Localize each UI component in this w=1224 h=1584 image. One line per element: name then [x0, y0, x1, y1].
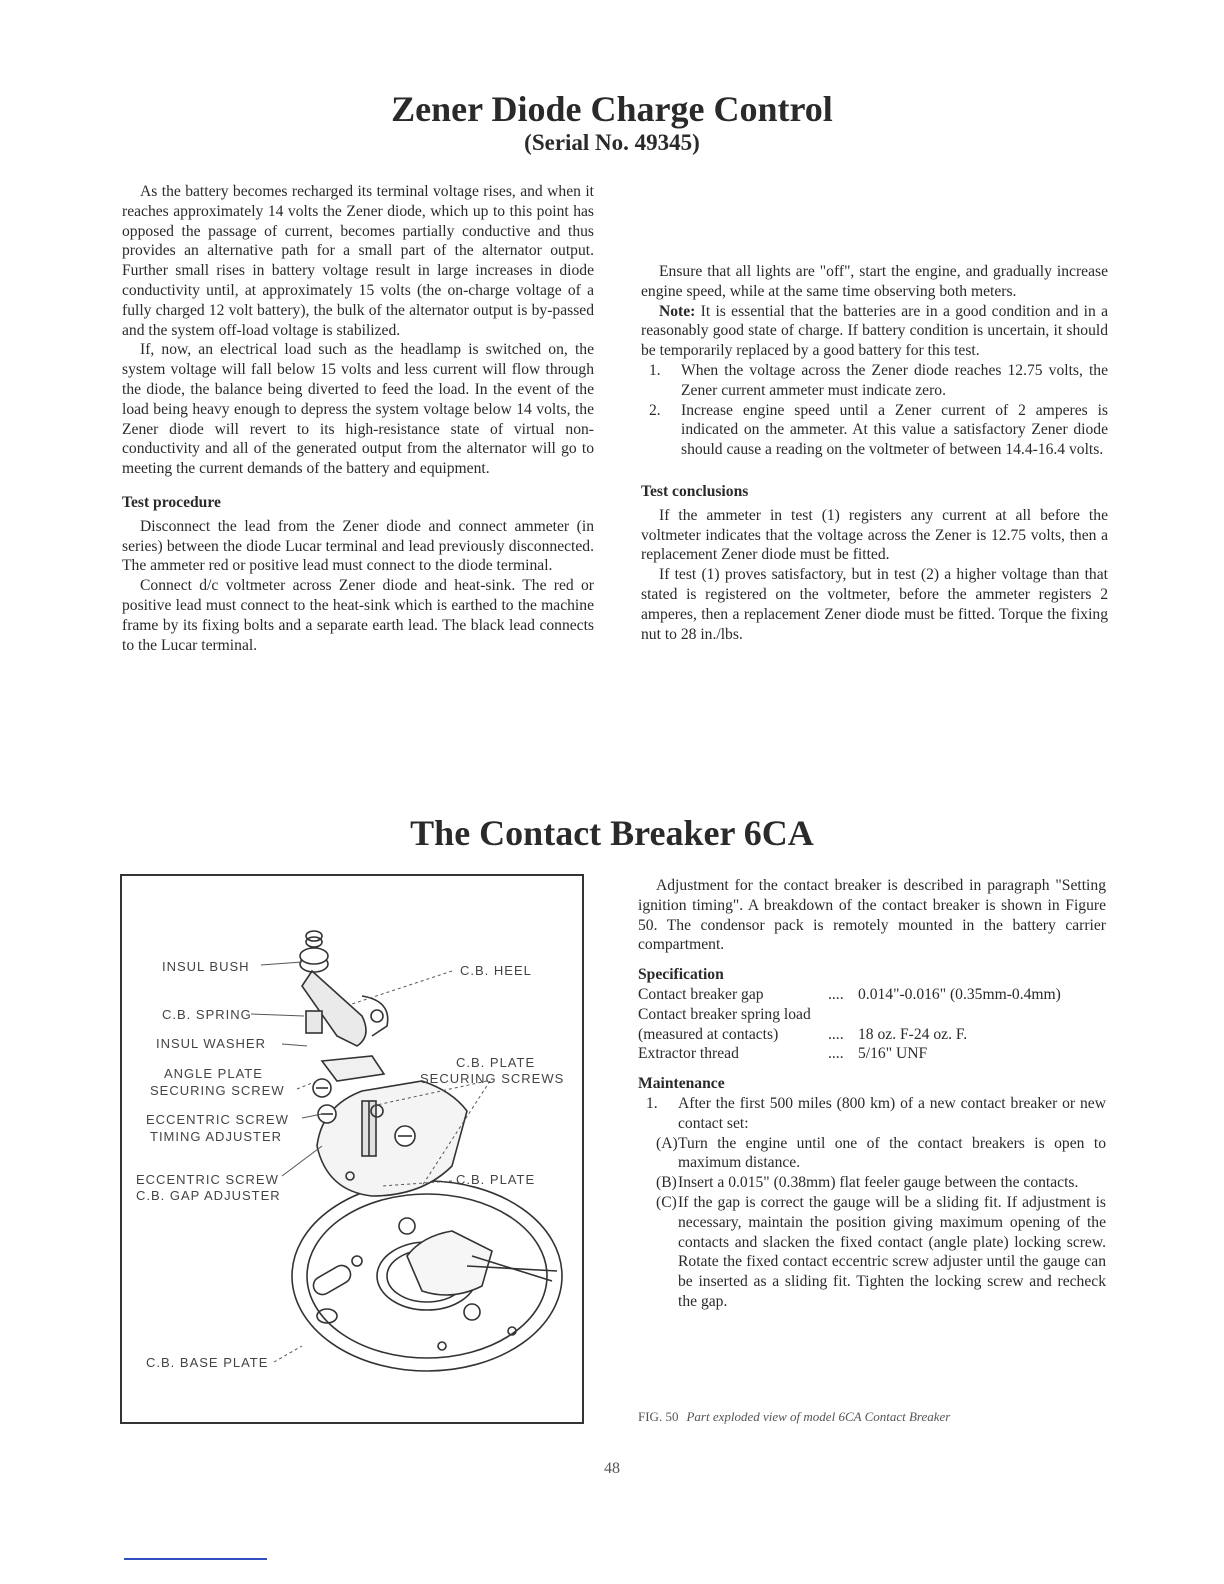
- sub-letter: (B): [656, 1174, 677, 1192]
- label-securing-screw: SECURING SCREW: [150, 1083, 285, 1098]
- zener-subtitle: (Serial No. 49345): [524, 130, 700, 155]
- step-number: 2.: [649, 401, 661, 419]
- zener-paragraph-2: If, now, an electrical load such as the headlamp is switched on, the system voltage will fall below 15 volts and less current will flow through the diode, the balance being diverted to feed the load. In the event of the load being heavy enough to depress the system voltage below 14 volts, the Zener diode will revert to its high-resistance state of virtual non-conductivity and all of the generated output from the alternator will go to meeting the current demands of the battery and equipment.: [122, 341, 594, 478]
- test-procedure-paragraph-1: Disconnect the lead from the Zener diode and connect ammeter (in series) between the diode Lucar terminal and lead previously disconnected. The ammeter red or positive lead must connect to the diode terminal.: [122, 517, 594, 575]
- zener-title: Zener Diode Charge Control: [391, 89, 833, 129]
- sub-letter: (C): [656, 1193, 677, 1211]
- label-angle-plate: ANGLE PLATE: [164, 1066, 263, 1081]
- test-procedure-paragraph-2: Connect d/c voltmeter across Zener diode and heat-sink. The red or positive lead must connect to the heat-sink which is earthed to the machine frame by its fixing bolts and a separate earth lead. The black lead connects to the Lucar terminal.: [122, 577, 594, 654]
- page-number: 48: [604, 1460, 620, 1477]
- spec-label: Contact breaker gap: [638, 985, 764, 1003]
- note-text: It is essential that the batteries are in a good condition and in a reasonably good state of charge. If battery condition is uncertain, it should be temporarily replaced by a good battery for this test.: [641, 302, 1108, 360]
- maintenance-list: [638, 1094, 1106, 1134]
- spec-label: Extractor thread: [638, 1045, 739, 1063]
- list-item: [638, 1134, 1106, 1174]
- zener-column-right: [641, 262, 1108, 644]
- footer-rule: [124, 1558, 267, 1560]
- label-cb-spring: C.B. SPRING: [162, 1007, 252, 1022]
- figure-50-diagram: [120, 874, 584, 1424]
- spec-label: (measured at contacts): [638, 1025, 779, 1043]
- test-procedure-paragraph-3: Ensure that all lights are "off", start the engine, and gradually increase engine speed, while at the same time observing both meters.: [641, 263, 1108, 300]
- breaker-paragraph-1: Adjustment for the contact breaker is described in paragraph "Setting ignition timing". A breakdown of the contact breaker is shown in Figure 50. The condensor pack is remotely mounted in the battery carrier compartment.: [638, 877, 1106, 954]
- spec-dots: ....: [828, 1025, 844, 1043]
- test-steps: [641, 361, 1108, 460]
- list-item: [641, 361, 1108, 401]
- conclusions-paragraph-2: If test (1) proves satisfactory, but in test (2) a higher voltage than that stated is registered on the voltmeter, before the ammeter registers 2 amperes, then a replacement Zener diode must be fitted. Torque the fixing nut to 28 in./lbs.: [641, 566, 1108, 643]
- spec-dots: ....: [828, 985, 844, 1003]
- spec-value: 0.014"-0.016" (0.35mm-0.4mm): [858, 985, 1061, 1003]
- sub-text: If the gap is correct the gauge will be a sliding fit. If adjustment is necessary, maintain the position giving maximum opening of the contacts and slacken the fixed contact (angle plate) locking screw. Rotate the fixed contact eccentric screw adjuster until the gauge can be inserted as a sliding fit. Tighten the locking screw and recheck the gap.: [678, 1193, 1106, 1310]
- label-timing-adjuster: TIMING ADJUSTER: [150, 1129, 283, 1144]
- spec-value: [858, 1005, 1108, 1025]
- conclusions-paragraph-1: If the ammeter in test (1) registers any current at all before the voltmeter indicates that the voltage across the Zener is 12.75 volts, then a replacement Zener diode must be fitted.: [641, 506, 1108, 564]
- sub-text: Insert a 0.015" (0.38mm) flat feeler gauge between the contacts.: [678, 1174, 1079, 1192]
- label-eccentric-screw-2: ECCENTRIC SCREW: [136, 1172, 279, 1187]
- spec-dots: [828, 1005, 858, 1025]
- list-item: [641, 401, 1108, 460]
- label-cb-plate-1: C.B. PLATE: [456, 1055, 536, 1070]
- step-text: Increase engine speed until a Zener current of 2 amperes is indicated on the ammeter. At this value a satisfactory Zener diode should cause a reading on the voltmeter of between 14.4-16.4 volts.: [681, 401, 1108, 459]
- label-cb-plate-2: C.B. PLATE: [456, 1172, 536, 1187]
- zener-column-left: [122, 182, 594, 655]
- maint-text: After the first 500 miles (800 km) of a new contact breaker or new contact set:: [678, 1094, 1106, 1132]
- sub-text: Turn the engine until one of the contact breakers is open to maximum distance.: [678, 1134, 1106, 1172]
- spec-value: 5/16" UNF: [858, 1045, 928, 1063]
- label-eccentric-screw-1: ECCENTRIC SCREW: [146, 1112, 289, 1127]
- label-cb-heel: C.B. HEEL: [460, 963, 532, 978]
- list-item: [638, 1094, 1106, 1134]
- spec-dots: ....: [828, 1045, 844, 1063]
- spec-value: 18 oz. F-24 oz. F.: [858, 1025, 968, 1043]
- specification-heading: Specification: [638, 966, 724, 984]
- label-insul-bush: INSUL BUSH: [162, 959, 250, 974]
- contact-breaker-title: The Contact Breaker 6CA: [410, 813, 814, 853]
- label-securing-screws: SECURING SCREWS: [420, 1071, 565, 1086]
- figure-caption-text: Part exploded view of model 6CA Contact Breaker: [686, 1409, 951, 1424]
- label-insul-washer: INSUL WASHER: [156, 1036, 266, 1051]
- list-item: [638, 1193, 1106, 1312]
- contact-breaker-column: [638, 876, 1106, 1312]
- label-cb-base-plate: C.B. BASE PLATE: [146, 1355, 269, 1370]
- maintenance-heading: Maintenance: [638, 1075, 725, 1093]
- figure-caption: [638, 1409, 950, 1425]
- zener-paragraph-1: As the battery becomes recharged its terminal voltage rises, and when it reaches approximately 14 volts the Zener diode, which up to this point has opposed the passage of current, becomes partially conductive and thus provides an alternative path for a small part of the alternator output. Further small rises in battery voltage result in large increases in diode conductivity until, at approximately 15 volts (the on-charge voltage of a fully charged 12 volt battery), the bulk of the alternator output is by-passed and the system off-load voltage is stabilized.: [122, 183, 594, 339]
- test-conclusions-heading: Test conclusions: [641, 482, 749, 500]
- maintenance-sublist: [638, 1134, 1106, 1312]
- test-procedure-heading: Test procedure: [122, 493, 221, 511]
- step-number: 1.: [649, 361, 661, 379]
- spec-label: Contact breaker spring load: [638, 1005, 811, 1023]
- specification-table: [638, 985, 1106, 1064]
- note-label: Note:: [659, 302, 696, 320]
- test-note: [641, 302, 1108, 361]
- contact-breaker-exploded-drawing: [122, 876, 582, 1422]
- step-text: When the voltage across the Zener diode reaches 12.75 volts, the Zener current ammeter must indicate zero.: [681, 361, 1108, 399]
- figure-number: FIG. 50: [638, 1409, 679, 1424]
- list-item: [638, 1173, 1106, 1193]
- maint-number: 1.: [646, 1094, 658, 1112]
- label-cb-gap-adjuster: C.B. GAP ADJUSTER: [136, 1188, 281, 1203]
- sub-letter: (A): [656, 1134, 678, 1152]
